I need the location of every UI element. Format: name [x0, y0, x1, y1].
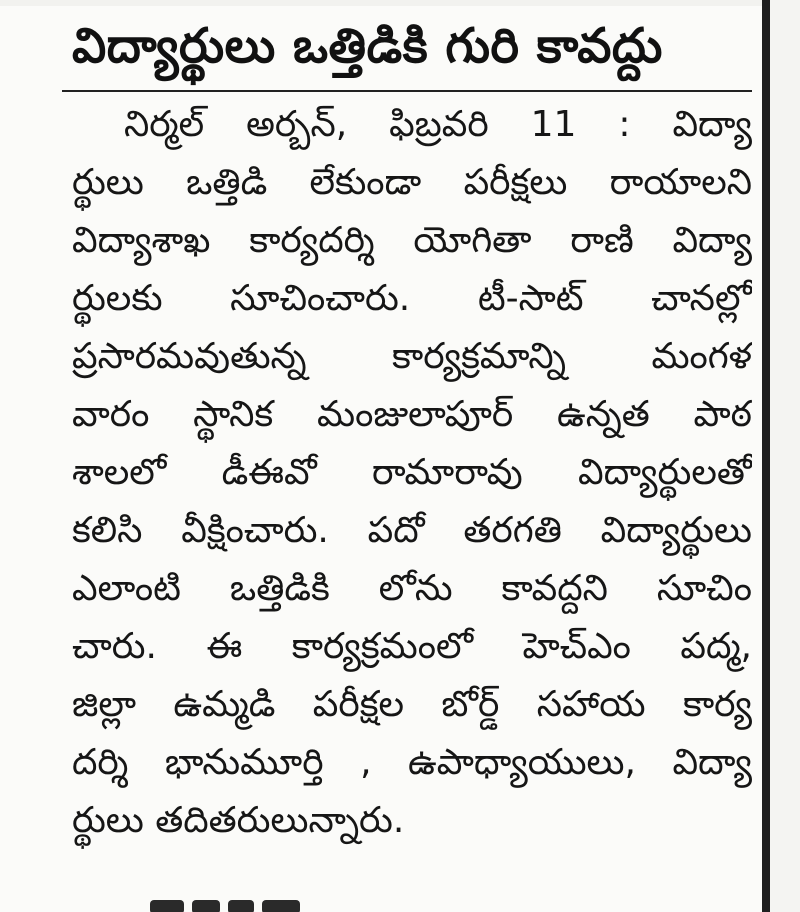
next-headline-fragment: [150, 898, 310, 912]
top-paper-strip: [0, 0, 800, 6]
article-line: చారు. ఈ కార్యక్రమంలో హెచ్ఎం పద్మ,: [72, 626, 752, 667]
article-line: దర్శి భానుమూర్తి , ఉపాధ్యాయులు, విద్యా: [72, 742, 752, 783]
cropped-glyph: [150, 900, 184, 912]
cropped-glyph: [262, 900, 300, 912]
article-line: ర్థులు ఒత్తిడి లేకుండా పరీక్షలు రాయాలని: [72, 162, 752, 203]
article-line: ర్థులు తదితరులున్నారు.: [72, 800, 405, 841]
article-line: విద్యాశాఖ కార్యదర్శి యోగితా రాణి విద్యా: [72, 220, 752, 261]
article-line: జిల్లా ఉమ్మడి పరీక్షల బోర్డ్ సహాయ కార్య: [72, 684, 752, 725]
column-divider: [762, 0, 770, 912]
headline-divider: [62, 90, 752, 92]
article-line: శాలలో డీఈవో రామారావు విద్యార్థులతో: [72, 452, 752, 493]
cropped-glyph: [192, 900, 220, 912]
article-line: నిర్మల్ అర్బన్, ఫిబ్రవరి 11 : విద్యా: [124, 104, 752, 145]
article-line: ర్థులకు సూచించారు. టీ-సాట్ చానల్లో: [72, 278, 752, 319]
article-line: ఎలాంటి ఒత్తిడికి లోను కావద్దని సూచిం: [72, 568, 752, 609]
adjacent-column-margin: [770, 0, 800, 912]
article-line: కలిసి వీక్షించారు. పదో తరగతి విద్యార్థులు: [72, 510, 752, 551]
article-line: వారం స్థానిక మంజులాపూర్ ఉన్నత పాఠ: [72, 394, 752, 435]
cropped-glyph: [228, 900, 254, 912]
headline: విద్యార్థులు ఒత్తిడికి గురి కావద్దు: [72, 18, 663, 74]
article-line: ప్రసారమవుతున్న కార్యక్రమాన్ని మంగళ: [72, 336, 752, 377]
article-body: [72, 96, 752, 850]
